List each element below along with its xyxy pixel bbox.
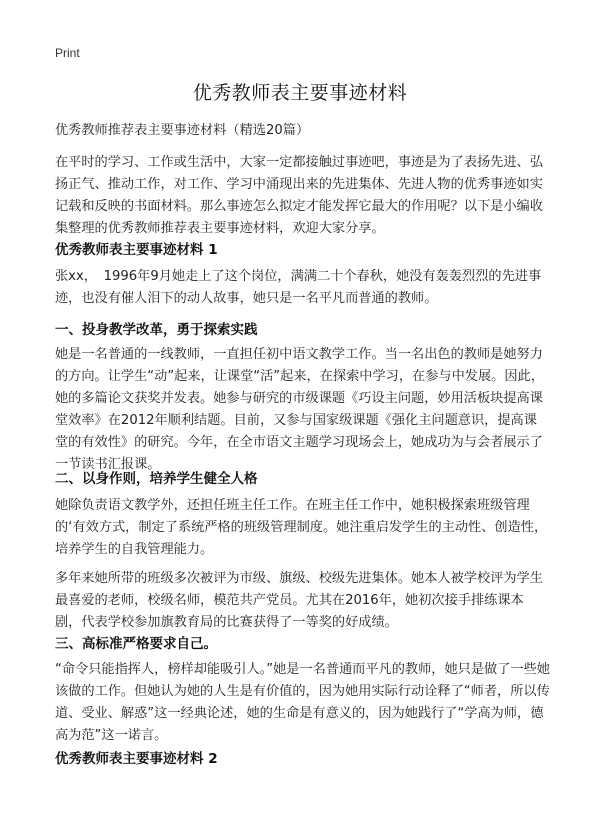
section-1-paragraph: 张xx， 1996年9月她走上了这个岗位，满满二十个春秋，她没有轰轰烈烈的先进事迹，也没有催人泪下的动人故事，她只是一名平凡而普通的教师。 (55, 269, 542, 306)
subsection-2-heading: 二、以身作则，培养学生健全人格 (55, 471, 258, 487)
subsection-1-heading: 一、投身教学改革，勇于探索实践 (55, 322, 258, 338)
section-1-heading: 优秀教师表主要事迹材料 1 (55, 242, 218, 258)
subsection-3-heading: 三、高标准严格要求自己。 (55, 636, 217, 652)
intro-paragraph: 在平时的学习、工作或生活中，大家一定都接触过事迹吧，事迹是为了表扬先进、弘扬正气、推动工作，对工作、学习中涌现出来的先进集体、先进人物的优秀事迹如实记载和反映的书面材料。那么事迹怎么拟定才能发挥它最大的作用呢？以下是小编收集整理的优秀教师推荐表主要事迹材料，欢迎大家分享。 (55, 155, 543, 236)
page-title: 优秀教师表主要事迹材料 (192, 82, 408, 104)
print-link[interactable]: Print (55, 46, 80, 60)
document-subtitle: 优秀教师推荐表主要事迹材料（精选20篇） (55, 123, 310, 138)
section-2-heading: 优秀教师表主要事迹材料 2 (55, 751, 218, 767)
subsection-1-paragraph: 她是一名普通的一线教师，一直担任初中语文教学工作。当一名出色的教师是她努力的方向。让学生“动”起来，让课堂“活”起来，在探索中学习，在参与中发展。因此，她的多篇论文获奖并发表。她参与研究的市级课题《巧设主问题，妙用活板块提高课堂效率》在2012年顺利结题。目前，又参与国家级课题《强化主问题意识，提高课堂的有效性》的研究。今年，在全市语文主题学习现场会上，她成功为与会者展示了一节读书汇报课。 (55, 347, 544, 472)
subsection-3-paragraph: “命令只能指挥人，榜样却能吸引人。”她是一名普通而平凡的教师，她只是做了一些她该做的工作。但她认为她的人生是有价值的，因为她用实际行动诠释了“师者，所以传道、受业、解惑”这一经典论述，她的生命是有意义的，因为她践行了“学高为师，德高为范”这一诺言。 (55, 662, 550, 743)
subsection-2-paragraph-1: 她除负责语文教学外，还担任班主任工作。在班主任工作中，她积极探索班级管理的‘有效方式，制定了系统严格的班级管理制度。她注重启发学生的主动性、创造性，培养学生的自我管理能力。 (55, 498, 548, 557)
subsection-2-paragraph-2: 多年来她所带的班级多次被评为市级、旗级、校级先进集体。她本人被学校评为学生最喜爱的老师，校级名师，模范共产党员。尤其在2016年，她初次接手排练课本剧，代表学校参加旗教育局的比赛获得了一等奖的好成绩。 (55, 571, 543, 630)
